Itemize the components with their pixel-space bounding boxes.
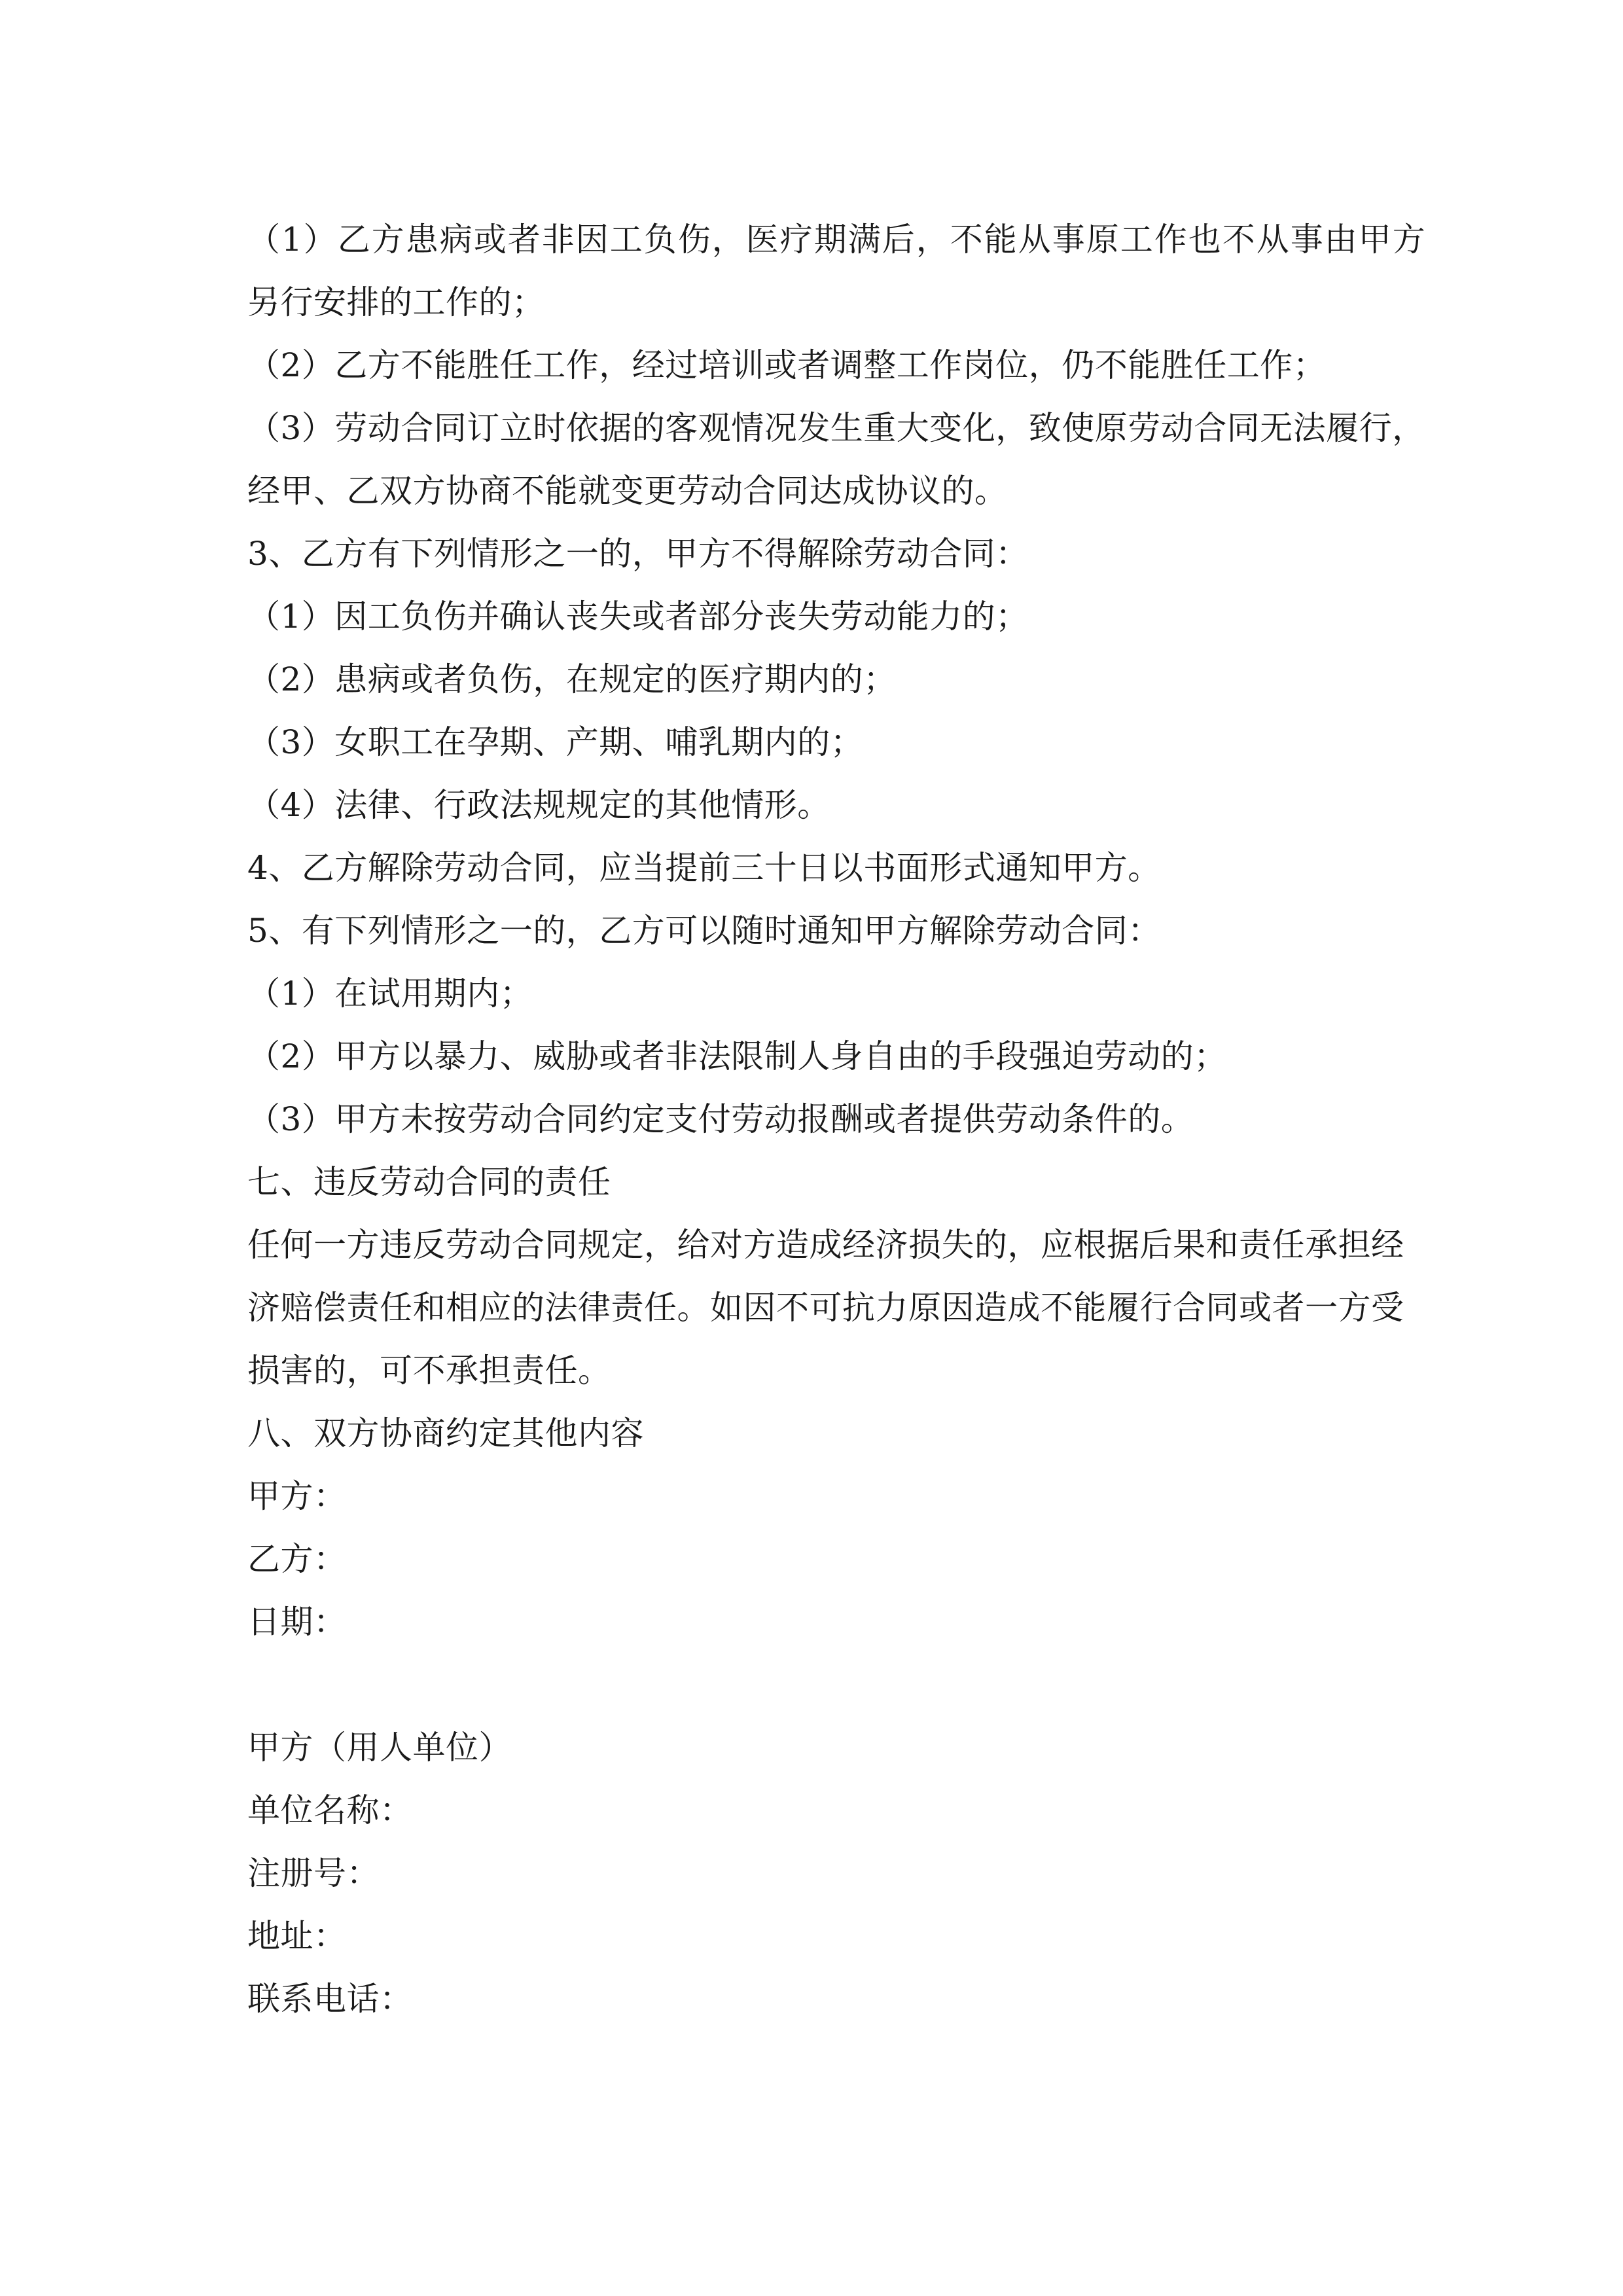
signature-date-label: 日期： (247, 1603, 347, 1641)
paragraph-line: 经甲、乙双方协商不能就变更劳动合同达成协议的。 (247, 472, 1008, 510)
paragraph-line: （1）因工负伤并确认丧失或者部分丧失劳动能力的； (247, 598, 1029, 636)
paragraph-line: （1）乙方患病或者非因工负伤，医疗期满后，不能从事原工作也不从事由甲方 (247, 221, 1427, 259)
paragraph-line: （4）法律、行政法规规定的其他情形。 (247, 786, 830, 824)
paragraph-line: 任何一方违反劳动合同规定，给对方造成经济损失的，应根据后果和责任承担经 (247, 1226, 1404, 1264)
phone-label: 联系电话： (247, 1980, 413, 2018)
section-heading: 七、违反劳动合同的责任 (247, 1163, 611, 1201)
clause-heading: 4、乙方解除劳动合同，应当提前三十日以书面形式通知甲方。 (247, 849, 1161, 887)
signature-party-a-label: 甲方： (247, 1477, 347, 1515)
paragraph-line: （2）乙方不能胜任工作，经过培训或者调整工作岗位，仍不能胜任工作； (247, 346, 1327, 384)
employer-heading: 甲方（用人单位） (247, 1729, 512, 1767)
paragraph-line: （3）劳动合同订立时依据的客观情况发生重大变化，致使原劳动合同无法履行， (247, 409, 1425, 447)
paragraph-line: （1）在试用期内； (247, 975, 533, 1013)
address-label: 地址： (247, 1917, 347, 1955)
section-heading: 八、双方协商约定其他内容 (247, 1414, 644, 1452)
clause-heading: 3、乙方有下列情形之一的，甲方不得解除劳动合同： (247, 535, 1029, 573)
paragraph-line: 济赔偿责任和相应的法律责任。如因不可抗力原因造成不能履行合同或者一方受 (247, 1289, 1404, 1327)
clause-heading: 5、有下列情形之一的，乙方可以随时通知甲方解除劳动合同： (247, 912, 1161, 950)
employer-name-label: 单位名称： (247, 1791, 413, 1829)
paragraph-line: （3）女职工在孕期、产期、哺乳期内的； (247, 723, 864, 761)
paragraph-line: （3）甲方未按劳动合同约定支付劳动报酬或者提供劳动条件的。 (247, 1100, 1194, 1138)
document-body (247, 208, 1425, 2030)
paragraph-line: 另行安排的工作的； (247, 283, 545, 321)
paragraph-line: （2）患病或者负伤，在规定的医疗期内的； (247, 660, 897, 698)
paragraph-line: （2）甲方以暴力、威胁或者非法限制人身自由的手段强迫劳动的； (247, 1037, 1227, 1075)
blank-line (247, 1653, 1425, 1716)
paragraph-line: 损害的，可不承担责任。 (247, 1352, 611, 1390)
signature-party-b-label: 乙方： (247, 1540, 347, 1578)
registration-number-label: 注册号： (247, 1854, 380, 1892)
